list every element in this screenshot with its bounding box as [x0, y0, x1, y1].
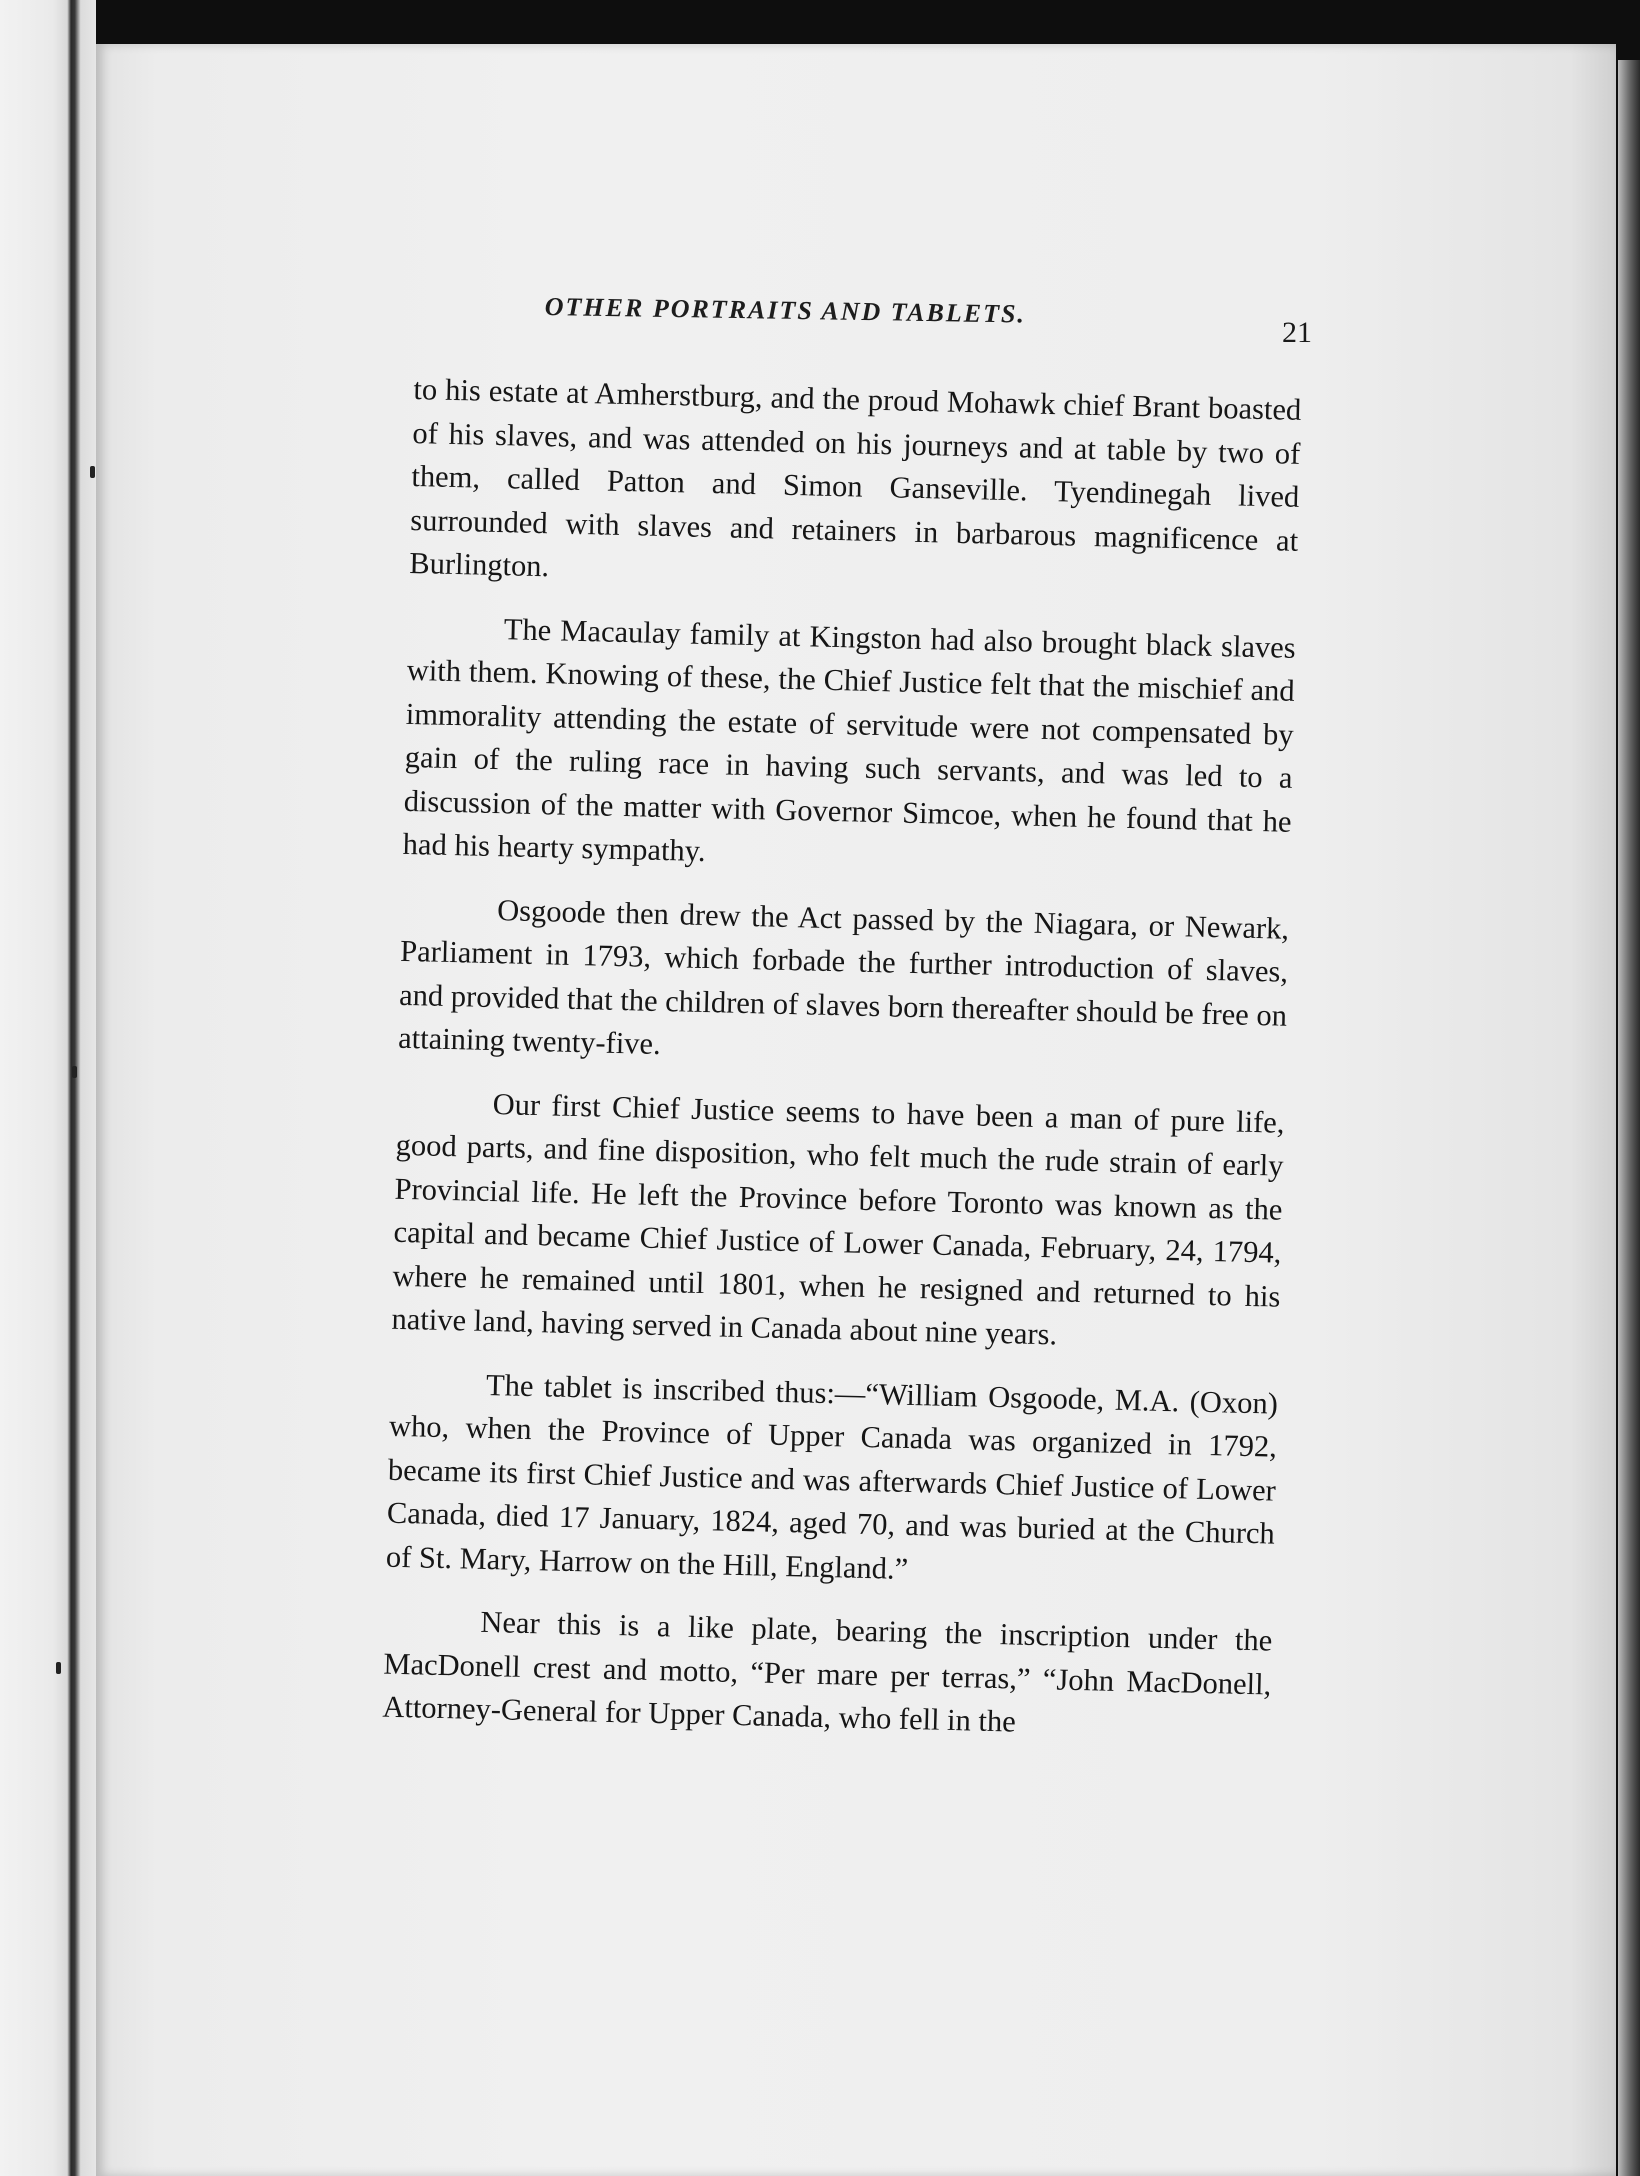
paragraph: The tablet is inscribed thus:—“William Osgoode, M.A. (Oxon) who, when the Province of Upper Canada was organized in 1792, became its first Chief Justice and was afterwards Chief Justice of Lower Canada, died 17 January, 1824, aged 70, and was buried at the Church of St. Mary, Harrow on the Hill, England.” — [385, 1367, 1279, 1586]
body-text — [381, 368, 1301, 1770]
paragraph: Near this is a like plate, bearing the inscription under the MacDonell crest and motto, “Per mare per terras,” “John MacDonell, Attorney-General for Upper Canada, who fell in the — [382, 1604, 1273, 1739]
page-edge — [1618, 60, 1640, 2176]
gutter-mark — [72, 1066, 77, 1078]
paragraph: Osgoode then drew the Act passed by the Niagara, or Newark, Parliament in 1793, which forbade the further introduction of slaves, and provided that the children of slaves born thereafter should be free on attaining twenty-five. — [397, 892, 1290, 1061]
running-head: OTHER PORTRAITS AND TABLETS. — [544, 292, 1027, 329]
book-gutter — [0, 0, 96, 2176]
paragraph: Our first Chief Justice seems to have been a man of pure life, good parts, and fine disposition, who felt much the rude strain of early Provincial life. He left the Province before Toronto was known as the capital and became Chief Justice of Lower Canada, February, 24, 1794, where he remained until 1801, when he resigned and returned to his native land, having served in Canada about nine years. — [391, 1086, 1285, 1352]
paragraph: The Macaulay family at Kingston had also brought black slaves with them. Knowing of these, the Chief Justice felt that the mischief and immorality attending the estate of servitude were not compensated by gain of the ruling race in having such servants, and was led to a discussion of the matter with Governor Simcoe, when he found that he had his hearty sympathy. — [402, 611, 1297, 869]
page-number: 21 — [1282, 316, 1312, 349]
paragraph: to his estate at Amherstburg, and the proud Mohawk chief Brant boasted of his slaves, and was attended on his journeys and at table by two of them, called Patton and Simon Ganseville. Tyendinegah lived surrounded with slaves and retainers in barbarous magnificence at Burlington. — [409, 371, 1302, 584]
gutter-mark — [90, 466, 95, 478]
gutter-mark — [56, 1662, 61, 1674]
